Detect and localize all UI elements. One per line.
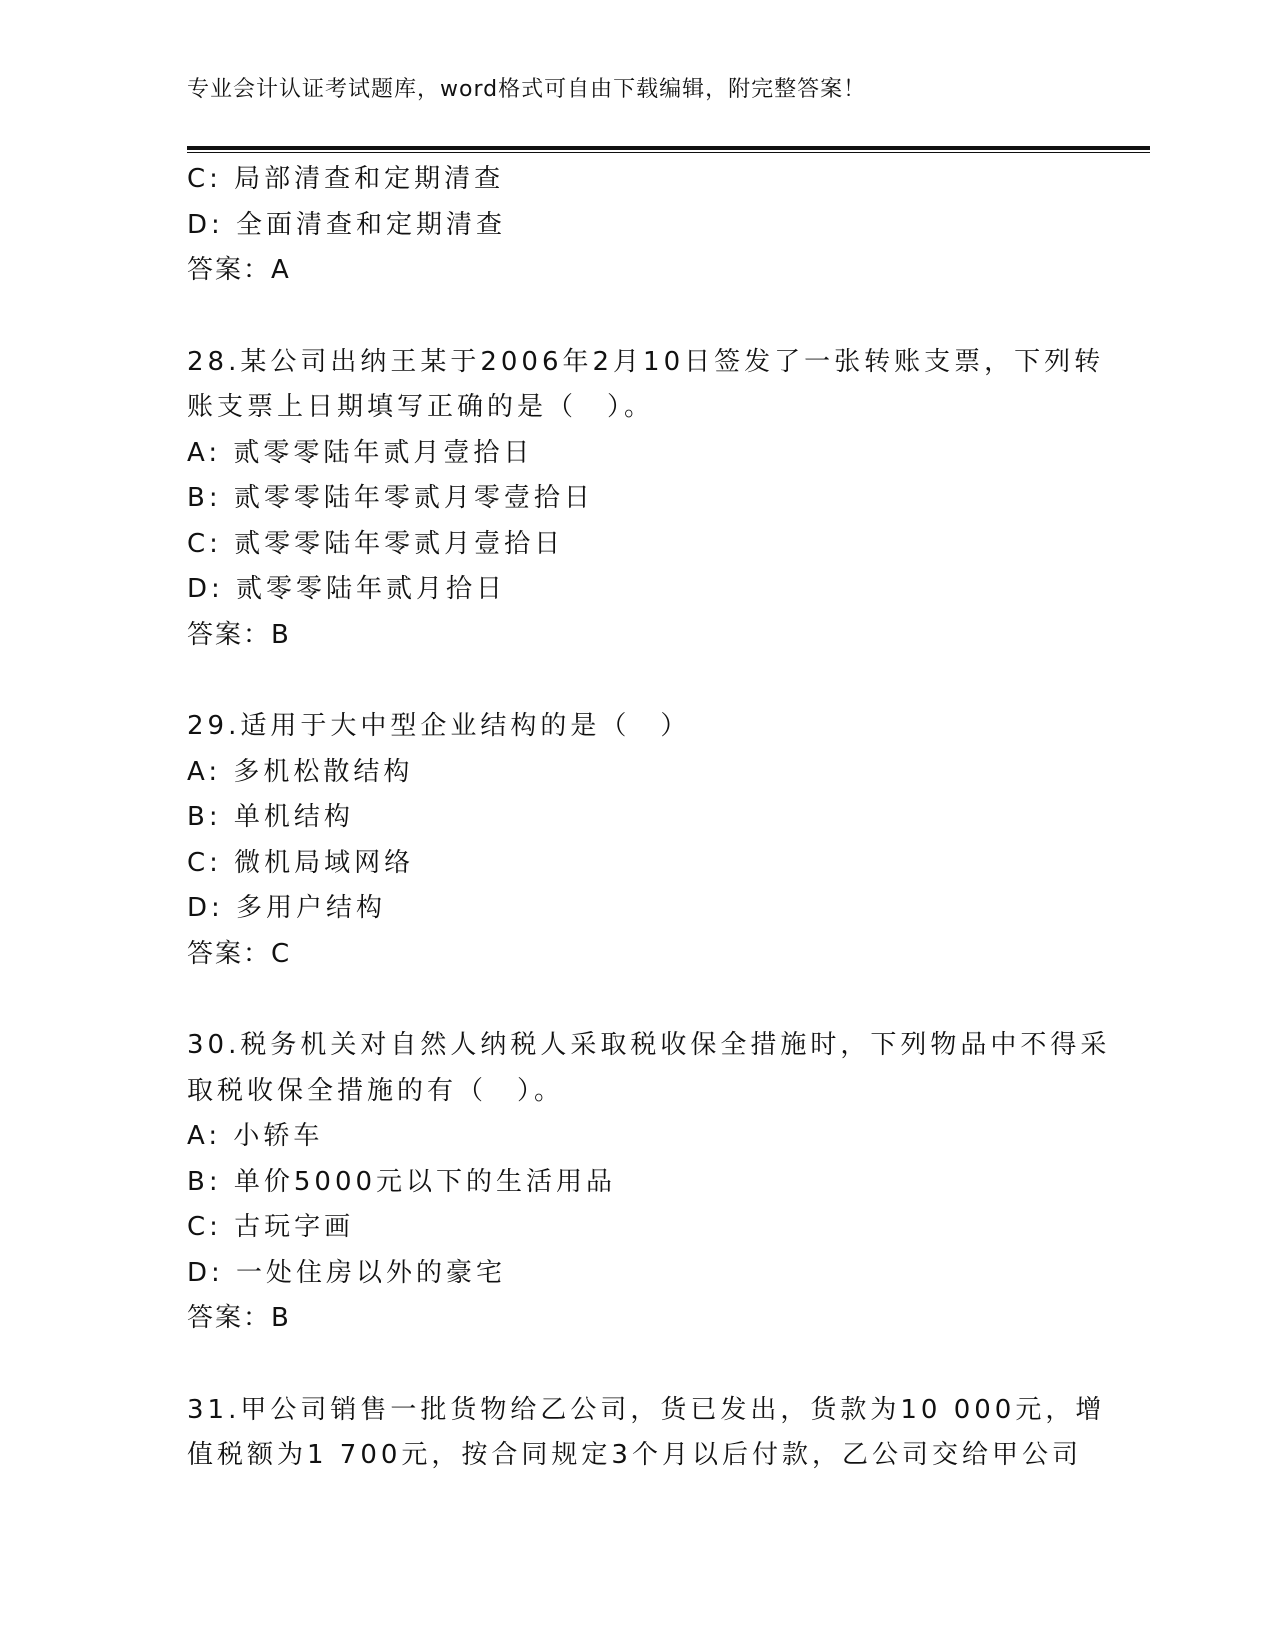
document-body [187, 157, 1111, 1479]
answer: 答案：B [187, 619, 291, 650]
question-28 [187, 340, 1105, 659]
option-c: C: 微机局域网络 [187, 847, 415, 878]
question-29 [187, 704, 1087, 977]
header-rule-thin [187, 152, 1150, 153]
option-c: C: 局部清查和定期清查 [187, 164, 505, 194]
option-d: D: 全面清查和定期清查 [187, 209, 507, 240]
header-rule-thick [187, 146, 1150, 150]
option-a: A: 贰零零陆年贰月壹拾日 [187, 437, 534, 468]
question-text-line: 取税收保全措施的有（ ）。 [187, 1075, 565, 1106]
page-header: 专业会计认证考试题库，word格式可自由下载编辑，附完整答案！ [187, 77, 867, 102]
option-d: D: 多用户结构 [187, 893, 387, 923]
option-d: D: 贰零零陆年贰月拾日 [187, 574, 507, 604]
answer: 答案：C [187, 938, 292, 969]
option-c: C: 贰零零陆年零贰月壹拾日 [187, 528, 565, 559]
question-30 [187, 1023, 1111, 1342]
question-text-line: 31.甲公司销售一批货物给乙公司，货已发出，货款为10 000元，增 [187, 1394, 1106, 1425]
answer: 答案：A [187, 255, 291, 285]
question-text-line: 账支票上日期填写正确的是（ ）。 [187, 392, 655, 422]
question-31 [187, 1388, 1106, 1479]
option-b: B: 贰零零陆年零贰月零壹拾日 [187, 483, 594, 513]
option-b: B: 单价5000元以下的生活用品 [187, 1166, 617, 1197]
question-text-line: 29.适用于大中型企业结构的是（ ） [187, 711, 691, 741]
option-a: A: 小轿车 [187, 1121, 324, 1151]
option-d: D: 一处住房以外的豪宅 [187, 1257, 507, 1288]
option-b: B: 单机结构 [187, 802, 354, 832]
question-text-line: 值税额为1 700元，按合同规定3个月以后付款，乙公司交给甲公司 [187, 1440, 1082, 1470]
question-text-line: 28.某公司出纳王某于2006年2月10日签发了一张转账支票，下列转 [187, 346, 1105, 377]
question-text-line: 30.税务机关对自然人纳税人采取税收保全措施时，下列物品中不得采 [187, 1030, 1111, 1060]
question-27-continued [187, 157, 1087, 294]
option-c: C: 古玩字画 [187, 1212, 355, 1242]
answer: 答案：B [187, 1303, 291, 1333]
option-a: A: 多机松散结构 [187, 756, 414, 787]
